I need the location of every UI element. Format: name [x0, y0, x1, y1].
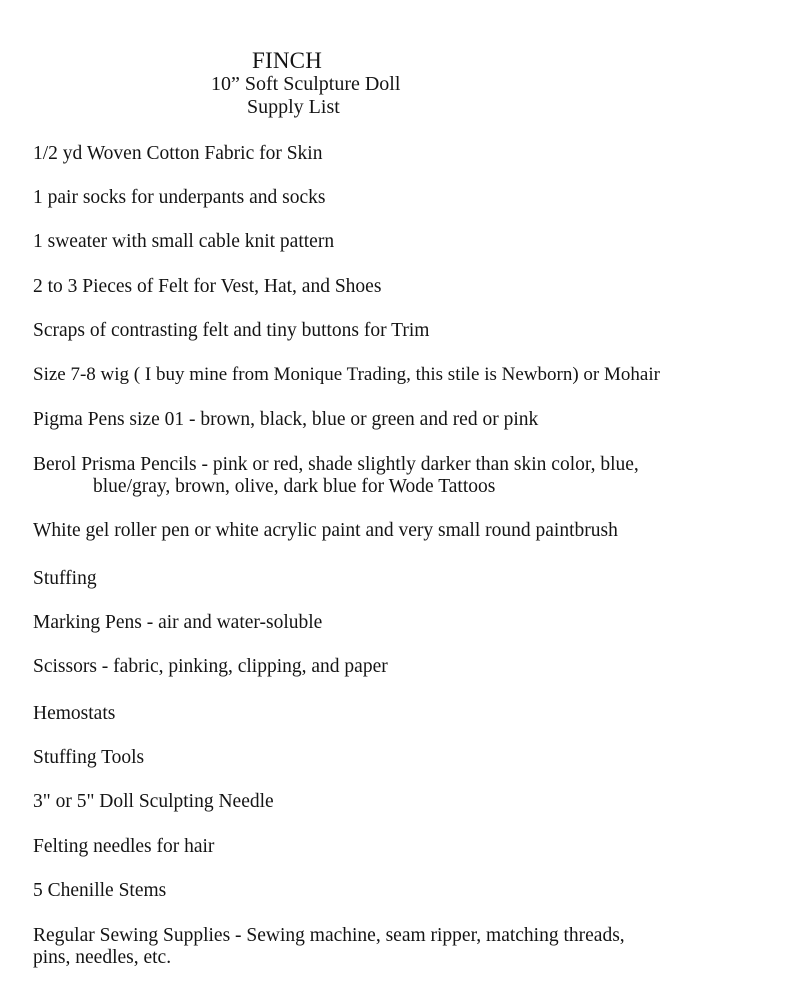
list-item-text: Regular Sewing Supplies - Sewing machine, seam ripper, matching threads, [33, 925, 625, 946]
list-item-text: Marking Pens - air and water-soluble [33, 612, 323, 633]
list-item-text: Hemostats [33, 703, 116, 724]
list-item-text: Felting needles for hair [33, 836, 215, 857]
list-item-text: Pigma Pens size 01 - brown, black, blue or green and red or pink [33, 409, 539, 430]
list-item [33, 925, 625, 969]
list-item-continuation: pins, needles, etc. [33, 947, 172, 968]
list-item-text: Scissors - fabric, pinking, clipping, and paper [33, 656, 388, 677]
list-item-text: White gel roller pen or white acrylic paint and very small round paintbrush [33, 520, 618, 541]
list-item [33, 747, 144, 769]
list-item-text: 1/2 yd Woven Cotton Fabric for Skin [33, 143, 323, 164]
list-item-text: Berol Prisma Pencils - pink or red, shade slightly darker than skin color, blue, [33, 454, 639, 475]
list-item [33, 703, 115, 725]
list-item-continuation: blue/gray, brown, olive, dark blue for Wode Tattoos [93, 476, 496, 497]
list-item [33, 836, 214, 858]
list-item-text: Stuffing [33, 568, 97, 589]
list-item [33, 791, 274, 813]
list-item-text: 2 to 3 Pieces of Felt for Vest, Hat, and Shoes [33, 276, 382, 297]
list-item [33, 409, 538, 431]
list-item [33, 454, 639, 498]
list-item-text: 5 Chenille Stems [33, 880, 167, 901]
page-subtitle: 10” Soft Sculpture Doll [211, 73, 401, 95]
list-item [33, 656, 388, 678]
list-item-text: Scraps of contrasting felt and tiny buttons for Trim [33, 320, 430, 341]
list-item-text: Size 7-8 wig ( I buy mine from Monique Trading, this stile is Newborn) or Mohair [33, 364, 660, 385]
list-item [33, 143, 322, 165]
list-item [33, 568, 97, 590]
list-item [33, 880, 166, 902]
list-item-text: 1 pair socks for underpants and socks [33, 187, 326, 208]
list-item [33, 612, 322, 634]
list-item [33, 320, 429, 342]
list-item-text: 1 sweater with small cable knit pattern [33, 231, 335, 252]
list-item [33, 187, 325, 209]
list-item-text: 3" or 5" Doll Sculpting Needle [33, 791, 274, 812]
page-title: FINCH [252, 48, 323, 73]
list-item [33, 231, 334, 253]
list-item [33, 276, 381, 298]
list-item-text: Stuffing Tools [33, 747, 145, 768]
list-item [33, 520, 618, 542]
list-item [33, 364, 660, 386]
page-subtitle-secondary: Supply List [247, 96, 340, 118]
